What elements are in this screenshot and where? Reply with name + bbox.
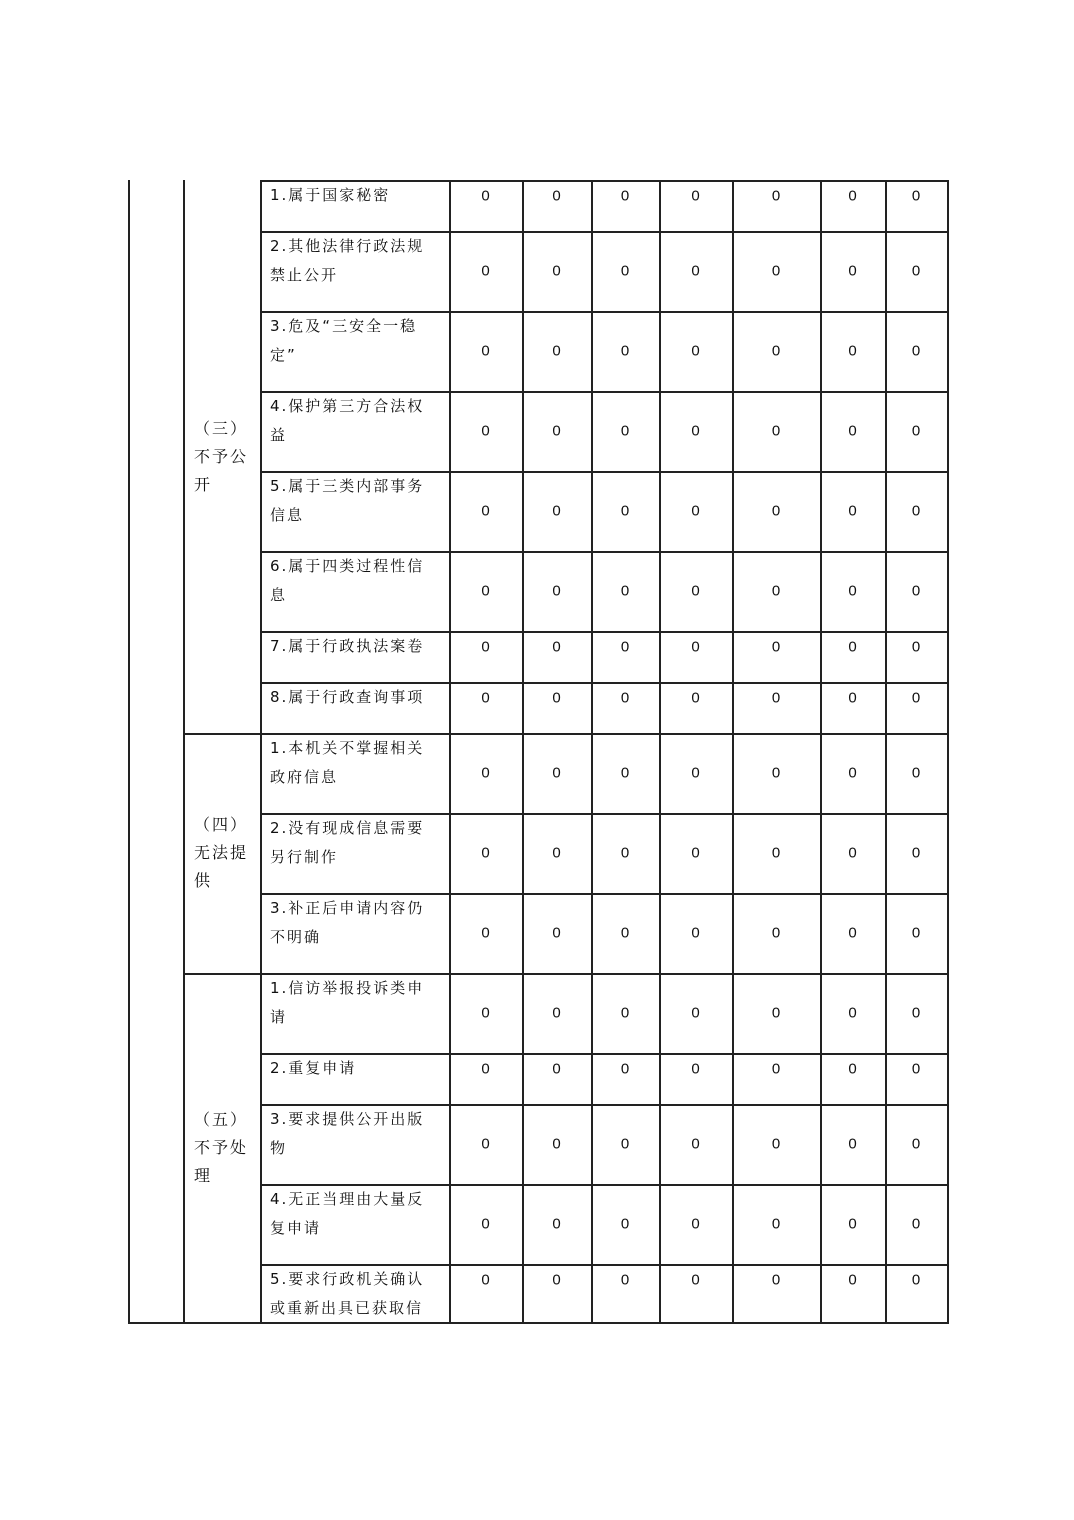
value-cell: 0 <box>620 924 630 942</box>
row-rule <box>260 813 949 815</box>
row-label: 2.重复申请 <box>270 1059 357 1077</box>
value-cell: 0 <box>691 262 700 280</box>
column-rule <box>128 180 130 1324</box>
row-rule <box>260 180 949 182</box>
value-cell: 0 <box>620 844 630 862</box>
value-cell: 0 <box>771 502 781 520</box>
row-rule <box>183 973 260 975</box>
value-cell: 0 <box>911 1271 921 1289</box>
value-cell: 0 <box>481 924 490 942</box>
value-cell: 0 <box>620 1004 630 1022</box>
value-cell: 0 <box>552 262 561 280</box>
value-cell: 0 <box>771 422 781 440</box>
value-cell: 0 <box>691 502 700 520</box>
value-cell: 0 <box>848 1271 857 1289</box>
value-cell: 0 <box>481 187 490 205</box>
value-cell: 0 <box>911 342 921 360</box>
row-rule <box>128 1322 949 1324</box>
value-cell: 0 <box>911 844 921 862</box>
value-cell: 0 <box>848 1060 857 1078</box>
value-cell: 0 <box>552 342 561 360</box>
value-cell: 0 <box>911 1215 921 1233</box>
value-cell: 0 <box>481 342 490 360</box>
row-rule <box>260 391 949 393</box>
column-rule <box>260 180 262 1324</box>
value-cell: 0 <box>911 582 921 600</box>
value-cell: 0 <box>552 1271 561 1289</box>
value-cell: 0 <box>620 764 630 782</box>
value-cell: 0 <box>771 1215 781 1233</box>
value-cell: 0 <box>848 689 857 707</box>
value-cell: 0 <box>691 342 700 360</box>
value-cell: 0 <box>620 187 630 205</box>
value-cell: 0 <box>911 422 921 440</box>
row-rule <box>260 893 949 895</box>
value-cell: 0 <box>691 1004 700 1022</box>
group-label: （四）无法提供 <box>194 815 249 890</box>
value-cell: 0 <box>481 502 490 520</box>
value-cell: 0 <box>691 844 700 862</box>
value-cell: 0 <box>552 582 561 600</box>
value-cell: 0 <box>552 1215 561 1233</box>
value-cell: 0 <box>552 1135 561 1153</box>
value-cell: 0 <box>691 422 700 440</box>
value-cell: 0 <box>620 1135 630 1153</box>
value-cell: 0 <box>771 1004 781 1022</box>
value-cell: 0 <box>771 262 781 280</box>
value-cell: 0 <box>481 844 490 862</box>
value-cell: 0 <box>771 187 781 205</box>
value-cell: 0 <box>911 502 921 520</box>
row-rule <box>260 682 949 684</box>
value-cell: 0 <box>771 689 781 707</box>
value-cell: 0 <box>848 502 857 520</box>
column-rule <box>449 180 451 1324</box>
column-rule <box>522 180 524 1324</box>
value-cell: 0 <box>848 924 857 942</box>
value-cell: 0 <box>911 764 921 782</box>
value-cell: 0 <box>771 582 781 600</box>
value-cell: 0 <box>620 689 630 707</box>
value-cell: 0 <box>771 638 781 656</box>
value-cell: 0 <box>691 187 700 205</box>
row-rule <box>260 471 949 473</box>
row-label: 7.属于行政执法案卷 <box>270 637 425 655</box>
value-cell: 0 <box>911 924 921 942</box>
value-cell: 0 <box>552 187 561 205</box>
value-cell: 0 <box>552 1060 561 1078</box>
row-rule <box>260 231 949 233</box>
value-cell: 0 <box>691 764 700 782</box>
column-rule <box>183 180 185 1324</box>
value-cell: 0 <box>691 638 700 656</box>
value-cell: 0 <box>911 1060 921 1078</box>
column-rule <box>947 180 949 1324</box>
value-cell: 0 <box>911 689 921 707</box>
value-cell: 0 <box>481 689 490 707</box>
value-cell: 0 <box>481 1135 490 1153</box>
value-cell: 0 <box>911 638 921 656</box>
value-cell: 0 <box>848 582 857 600</box>
value-cell: 0 <box>691 1060 700 1078</box>
row-rule <box>260 631 949 633</box>
row-label: 5.属于三类内部事务信息 <box>270 477 425 524</box>
value-cell: 0 <box>848 422 857 440</box>
row-rule <box>260 1104 949 1106</box>
row-label: 4.无正当理由大量反复申请 <box>270 1190 425 1237</box>
row-label: 3.危及“三安全一稳定” <box>270 317 418 364</box>
value-cell: 0 <box>552 638 561 656</box>
value-cell: 0 <box>481 422 490 440</box>
value-cell: 0 <box>620 1060 630 1078</box>
value-cell: 0 <box>691 582 700 600</box>
value-cell: 0 <box>848 764 857 782</box>
row-label: 3.补正后申请内容仍不明确 <box>270 899 425 946</box>
value-cell: 0 <box>771 844 781 862</box>
row-label: 1.属于国家秘密 <box>270 186 391 204</box>
value-cell: 0 <box>620 582 630 600</box>
value-cell: 0 <box>771 1060 781 1078</box>
value-cell: 0 <box>552 689 561 707</box>
row-label: 6.属于四类过程性信息 <box>270 557 425 604</box>
row-label: 3.要求提供公开出版物 <box>270 1110 425 1157</box>
value-cell: 0 <box>620 502 630 520</box>
value-cell: 0 <box>620 262 630 280</box>
value-cell: 0 <box>481 1271 490 1289</box>
row-label: 1.信访举报投诉类申请 <box>270 979 425 1026</box>
value-cell: 0 <box>911 1004 921 1022</box>
group-label: （五）不予处理 <box>194 1109 249 1185</box>
value-cell: 0 <box>848 638 857 656</box>
row-rule <box>260 311 949 313</box>
value-cell: 0 <box>552 502 561 520</box>
column-rule <box>591 180 593 1324</box>
row-rule <box>260 733 949 735</box>
row-label: 2.其他法律行政法规禁止公开 <box>270 237 425 284</box>
value-cell: 0 <box>620 422 630 440</box>
row-label: 5.要求行政机关确认或重新出具已获取信 <box>270 1270 425 1317</box>
row-rule <box>260 551 949 553</box>
value-cell: 0 <box>848 1215 857 1233</box>
value-cell: 0 <box>848 1004 857 1022</box>
value-cell: 0 <box>911 187 921 205</box>
value-cell: 0 <box>620 1215 630 1233</box>
value-cell: 0 <box>911 1135 921 1153</box>
value-cell: 0 <box>552 1004 561 1022</box>
row-rule <box>183 733 260 735</box>
row-label: 8.属于行政查询事项 <box>270 688 425 706</box>
value-cell: 0 <box>771 924 781 942</box>
value-cell: 0 <box>552 844 561 862</box>
value-cell: 0 <box>848 844 857 862</box>
row-rule <box>260 1053 949 1055</box>
value-cell: 0 <box>620 342 630 360</box>
value-cell: 0 <box>691 1271 700 1289</box>
row-rule <box>260 1264 949 1266</box>
value-cell: 0 <box>481 1060 490 1078</box>
value-cell: 0 <box>771 1271 781 1289</box>
value-cell: 0 <box>481 638 490 656</box>
value-cell: 0 <box>691 689 700 707</box>
value-cell: 0 <box>691 924 700 942</box>
value-cell: 0 <box>481 582 490 600</box>
row-rule <box>260 973 949 975</box>
column-rule <box>732 180 734 1324</box>
value-cell: 0 <box>848 262 857 280</box>
value-cell: 0 <box>691 1215 700 1233</box>
value-cell: 0 <box>771 1135 781 1153</box>
value-cell: 0 <box>481 764 490 782</box>
row-label: 2.没有现成信息需要另行制作 <box>270 819 425 866</box>
value-cell: 0 <box>848 342 857 360</box>
value-cell: 0 <box>691 1135 700 1153</box>
value-cell: 0 <box>552 422 561 440</box>
row-rule <box>260 1184 949 1186</box>
value-cell: 0 <box>481 1004 490 1022</box>
value-cell: 0 <box>620 1271 630 1289</box>
group-label: （三）不予公开 <box>194 418 249 494</box>
value-cell: 0 <box>620 638 630 656</box>
value-cell: 0 <box>771 342 781 360</box>
value-cell: 0 <box>552 924 561 942</box>
value-cell: 0 <box>771 764 781 782</box>
value-cell: 0 <box>848 187 857 205</box>
column-rule <box>659 180 661 1324</box>
column-rule <box>820 180 822 1324</box>
value-cell: 0 <box>481 262 490 280</box>
column-rule <box>885 180 887 1324</box>
row-label: 4.保护第三方合法权益 <box>270 397 425 444</box>
value-cell: 0 <box>552 764 561 782</box>
value-cell: 0 <box>911 262 921 280</box>
row-label: 1.本机关不掌握相关政府信息 <box>270 739 425 786</box>
value-cell: 0 <box>848 1135 857 1153</box>
value-cell: 0 <box>481 1215 490 1233</box>
